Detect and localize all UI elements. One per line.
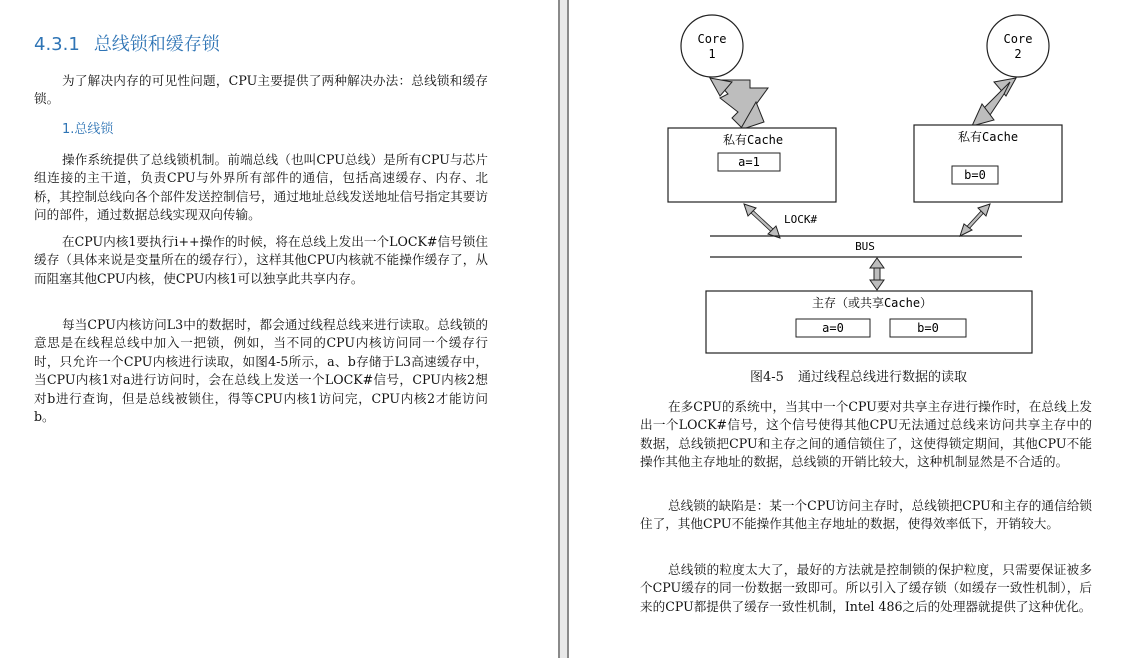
left-page — [0, 0, 558, 658]
core2-cache-arrow — [972, 78, 1016, 126]
core1-cache-arrow — [710, 78, 768, 130]
memory-title: 主存（或共享Cache） — [811, 296, 933, 310]
core2-label: Core — [1003, 32, 1033, 46]
paragraph-multi-cpu: 在多CPU的系统中，当其中一个CPU要对共享主存进行操作时，在总线上发出一个LOCK#信号，这个信号使得其他CPU无法通过总线来访问共享主存中的数据，总线锁把CPU和主存之间的通信锁住了，这使得锁定期间，其他CPU不能操作其他主存地址的数据，总线锁的开销比较大，这种机制显然是不合适的。 — [640, 399, 1092, 470]
section-title: 总线锁和缓存锁 — [93, 34, 220, 55]
figure-caption — [750, 366, 967, 385]
figure-title: 通过线程总线进行数据的读取 — [797, 370, 967, 385]
figure-number: 图4-5 — [750, 370, 784, 385]
memory-a-value: a=0 — [822, 321, 844, 335]
page-divider-right — [567, 0, 569, 658]
section-number: 4.3.1 — [34, 34, 80, 55]
paragraph-cache-lock: 总线锁的粒度太大了，最好的方法就是控制锁的保护粒度，只需要保证被多个CPU缓存的同一份数据一致即可。所以引入了缓存锁（如缓存一致性机制），后来的CPU都提供了缓存一致性机制，Intel 486之后的处理器就提供了这种优化。 — [640, 562, 1092, 614]
cache1-bus-arrow — [744, 204, 780, 238]
subheading-bus-lock: 1.总线锁 — [62, 122, 114, 137]
paragraph-bus-lock-mechanism: 操作系统提供了总线锁机制。前端总线（也叫CPU总线）是所有CPU与芯片组连接的主干道，负责CPU与外界所有部件的通信，包括高速缓存、内存、北桥，其控制总线向各个部件发送控制信号，通过地址总线发送地址信号指定其要访问的部件，通过数据总线实现双向传输。 — [34, 152, 488, 223]
core1-circle — [681, 15, 743, 77]
right-page — [570, 0, 1141, 658]
core2-circle — [987, 15, 1049, 77]
core1-number: 1 — [708, 47, 716, 61]
cache1-value: a=1 — [738, 155, 760, 169]
cache2-value: b=0 — [964, 168, 986, 182]
bus-lock-diagram — [660, 8, 1080, 360]
intro-paragraph: 为了解决内存的可见性问题，CPU主要提供了两种解决办法：总线锁和缓存锁。 — [34, 73, 488, 107]
paragraph-lock-signal: 在CPU内核1要执行i++操作的时候，将在总线上发出一个LOCK#信号锁住缓存（具体来说是变量所在的缓存行），这样其他CPU内核就不能操作缓存了，从而阻塞其他CPU内核，使CPU内核1可以独享此共享内存。 — [34, 234, 488, 286]
memory-b-value: b=0 — [917, 321, 939, 335]
core2-number: 2 — [1014, 47, 1022, 61]
cache2-bus-arrow — [960, 204, 990, 236]
paragraph-bus-lock-drawback: 总线锁的缺陷是：某一个CPU访问主存时，总线锁把CPU和主存的通信给锁住了，其他CPU不能操作其他主存地址的数据，使得效率低下，开销较大。 — [640, 498, 1092, 532]
bus-label: BUS — [855, 240, 875, 253]
paragraph-l3-access: 每当CPU内核访问L3中的数据时，都会通过线程总线来进行读取。总线锁的意思是在线程总线中加入一把锁，例如，当不同的CPU内核访问同一个缓存行时，只允许一个CPU内核进行读取，如图4-5所示，a、b存储于L3高速缓存中，当CPU内核1对a进行访问时，会在总线上发送一个LOCK#信号，CPU内核2想对b进行查询，但是总线被锁住，得等CPU内核1访问完，CPU内核2才能访问b。 — [34, 317, 488, 425]
lock-signal-label: LOCK# — [784, 213, 818, 226]
core1-label: Core — [697, 32, 727, 46]
section-heading — [34, 30, 220, 56]
cache1-title: 私有Cache — [723, 133, 784, 147]
cache2-title: 私有Cache — [958, 130, 1019, 144]
bus-memory-arrow — [870, 258, 884, 290]
